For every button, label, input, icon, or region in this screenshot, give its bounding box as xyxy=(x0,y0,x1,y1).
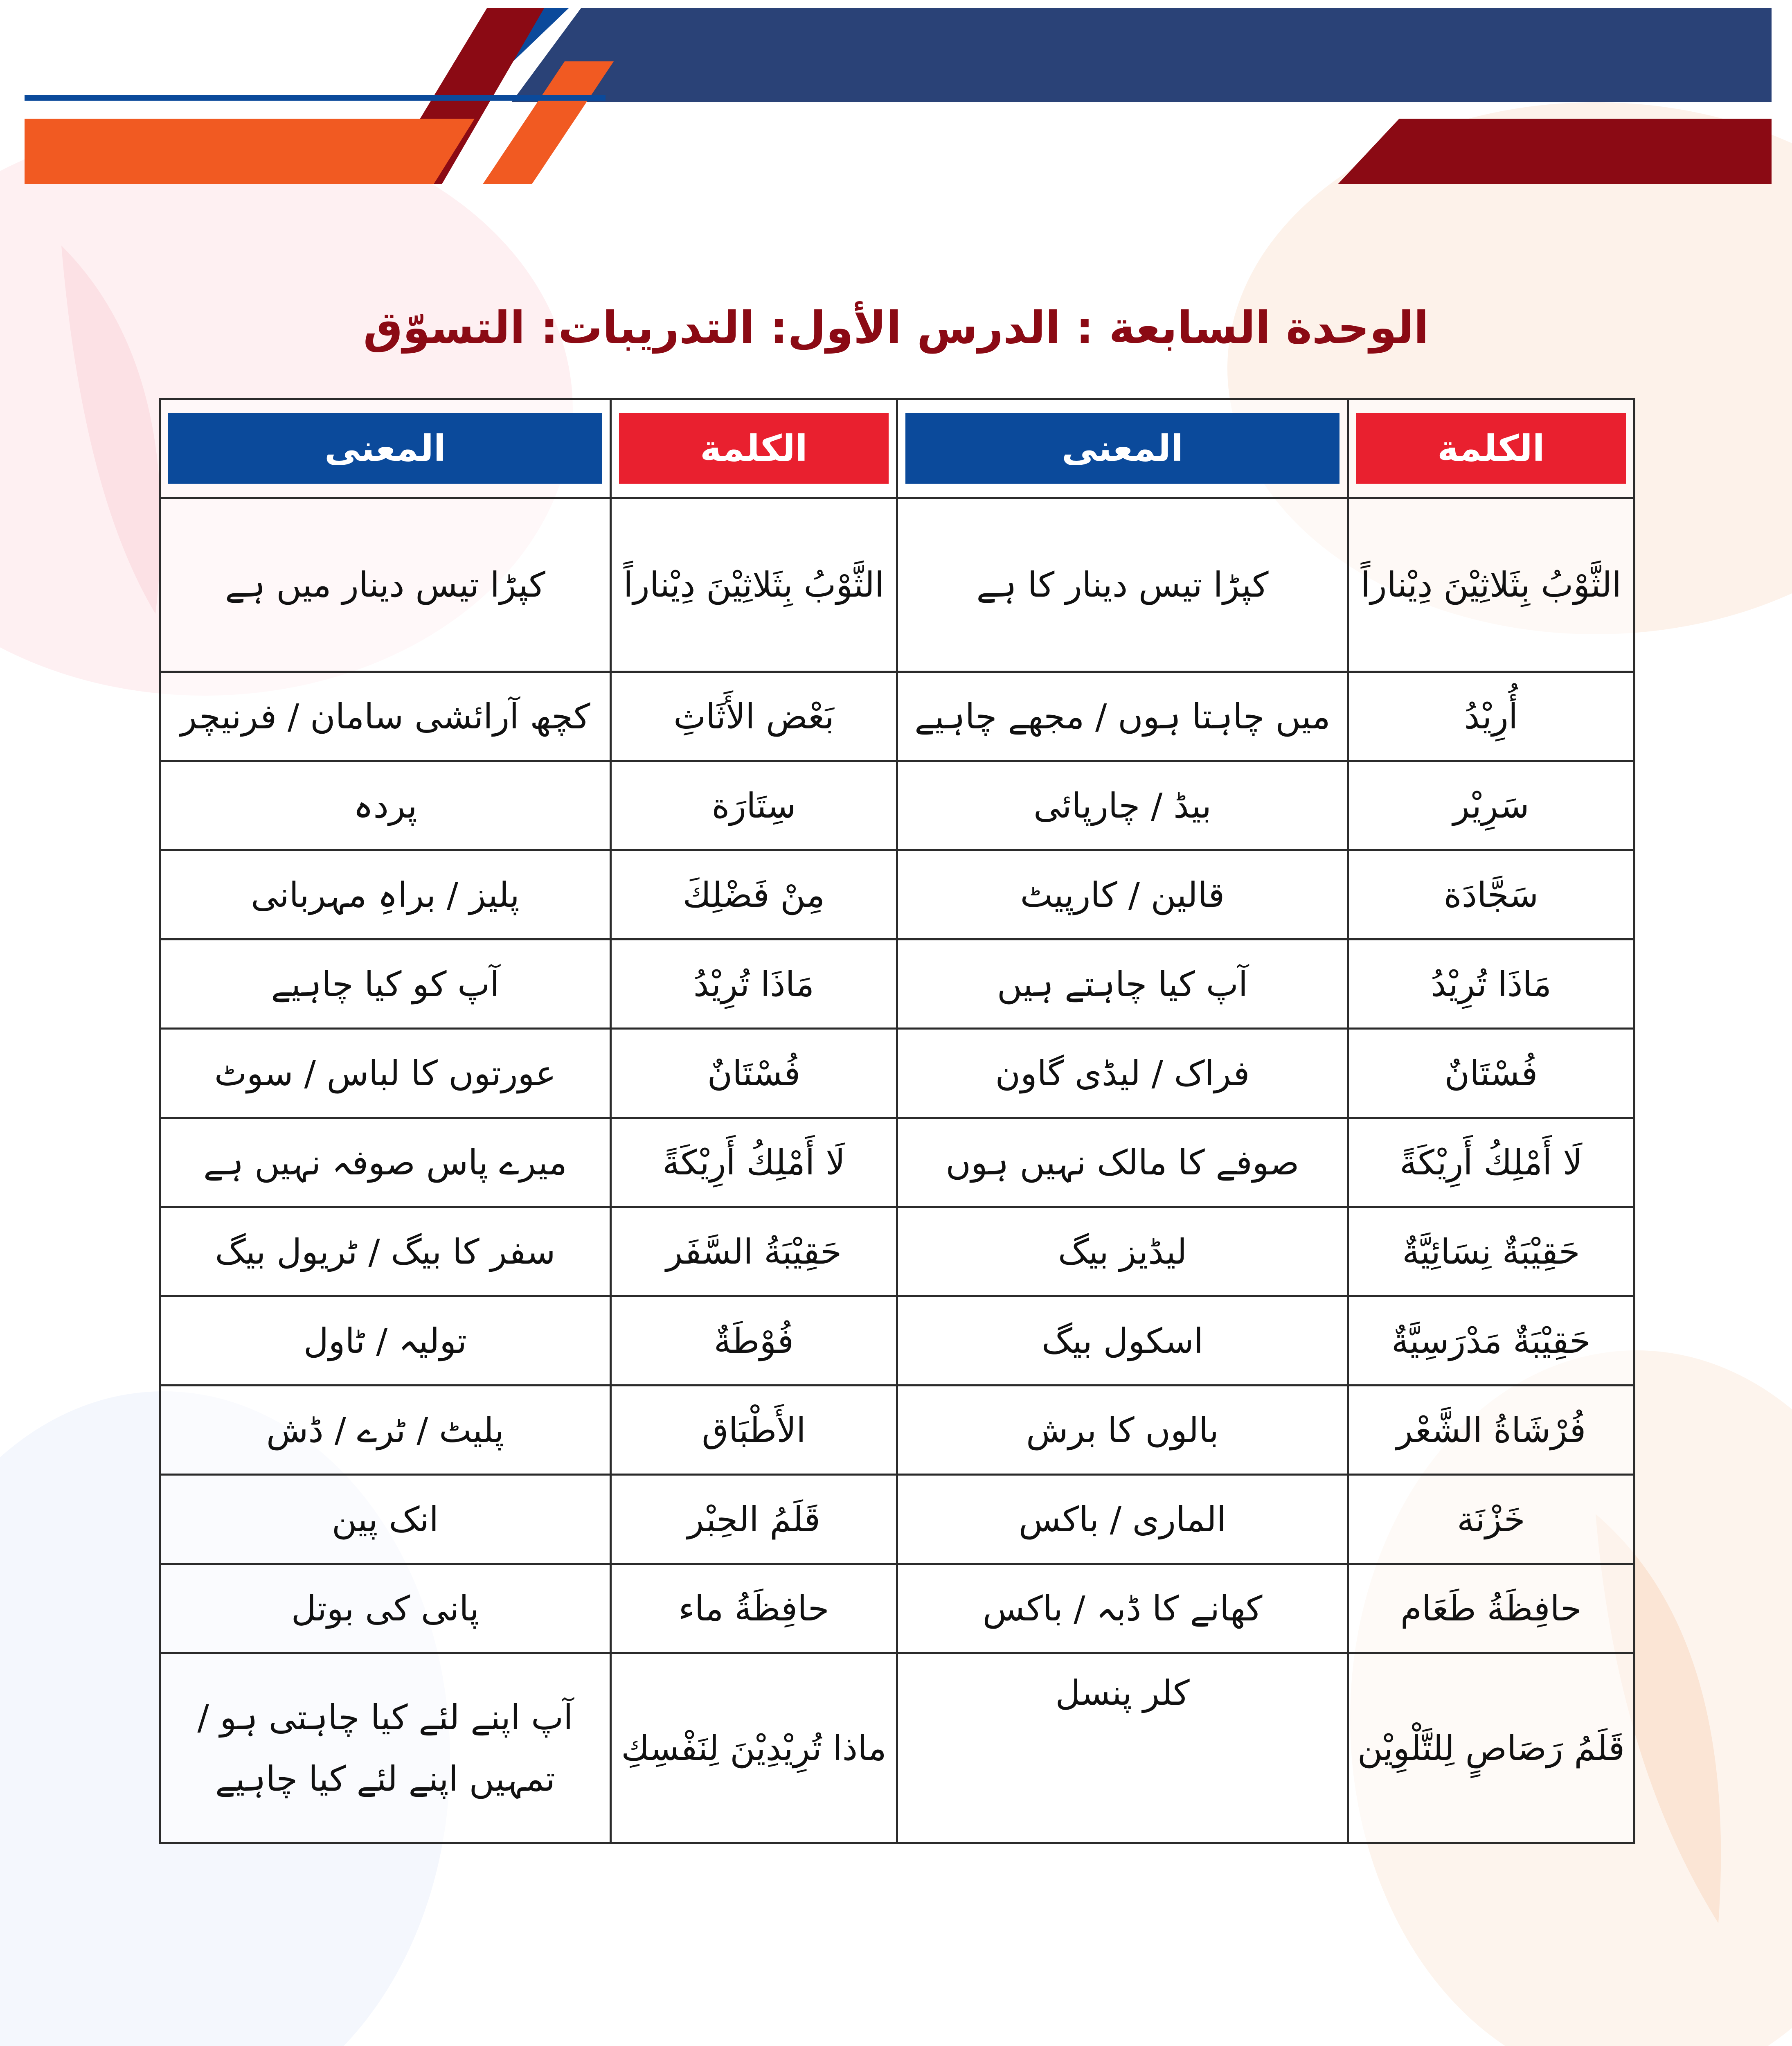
header-decoration xyxy=(0,0,1792,205)
arabic-word-cell: سِتَارَة xyxy=(611,761,897,850)
urdu-meaning-cell: بیڈ / چارپائی xyxy=(897,761,1348,850)
table-row xyxy=(160,850,1634,940)
header-cell xyxy=(160,399,611,498)
urdu-meaning-cell: آپ اپنے لئے کیا چاہتی ہو / تمہیں اپنے لئے کیا چاہیے xyxy=(160,1653,611,1843)
urdu-meaning-cell: اسکول بیگ xyxy=(897,1296,1348,1386)
arabic-word-cell: فُسْتَانٌ xyxy=(1348,1029,1634,1118)
arabic-word-cell: سَجَّادَة xyxy=(1348,850,1634,940)
arabic-word-cell: الثَّوْبُ بِثَلاثِيْنَ دِيْناراً xyxy=(1348,498,1634,672)
urdu-meaning-cell: تولیہ / ٹاول xyxy=(160,1296,611,1386)
arabic-word-cell: ماذا تُرِيْدِيْنَ لِنَفْسِكِ xyxy=(611,1653,897,1843)
urdu-meaning-cell: کلر پنسل xyxy=(897,1653,1348,1843)
header-cell xyxy=(897,399,1348,498)
urdu-meaning-cell: سفر کا بیگ / ٹریول بیگ xyxy=(160,1207,611,1296)
header-meaning-label: المعنى xyxy=(905,413,1339,484)
urdu-meaning-cell: صوفے کا مالک نہیں ہوں xyxy=(897,1118,1348,1207)
table-row xyxy=(160,1653,1634,1843)
arabic-word-cell: قَلَمُ رَصَاصٍ لِلتَّلْوِيْن xyxy=(1348,1653,1634,1843)
urdu-meaning-cell: آپ کیا چاہتے ہیں xyxy=(897,940,1348,1029)
header-word-label: الكلمة xyxy=(1356,413,1626,484)
urdu-meaning-cell: لیڈیز بیگ xyxy=(897,1207,1348,1296)
urdu-meaning-cell: میرے پاس صوفہ نہیں ہے xyxy=(160,1118,611,1207)
table-row xyxy=(160,761,1634,850)
table-row xyxy=(160,1564,1634,1653)
vocabulary-table xyxy=(159,398,1635,1844)
arabic-word-cell: فُرْشَاةُ الشَّعْر xyxy=(1348,1386,1634,1475)
arabic-word-cell: الثَّوْبُ بِثَلاثِيْنَ دِيْناراً xyxy=(611,498,897,672)
arabic-word-cell: الأَطْبَاق xyxy=(611,1386,897,1475)
arabic-word-cell: بَعْض الأَثَاثِ xyxy=(611,672,897,761)
urdu-meaning-cell: فراک / لیڈی گاون xyxy=(897,1029,1348,1118)
urdu-meaning-cell: پلیز / براہِ مہربانی xyxy=(160,850,611,940)
arabic-word-cell: فُسْتَانٌ xyxy=(611,1029,897,1118)
urdu-meaning-cell: قالین / کارپیٹ xyxy=(897,850,1348,940)
table-row xyxy=(160,1029,1634,1118)
arabic-word-cell: خَزْنَة xyxy=(1348,1475,1634,1564)
table-row xyxy=(160,1118,1634,1207)
urdu-meaning-cell: پردہ xyxy=(160,761,611,850)
urdu-meaning-cell: کھانے کا ڈبہ / باکس xyxy=(897,1564,1348,1653)
urdu-meaning-cell: انک پین xyxy=(160,1475,611,1564)
urdu-meaning-cell: پانی کی بوتل xyxy=(160,1564,611,1653)
table-row xyxy=(160,498,1634,672)
urdu-meaning-cell: عورتوں کا لباس / سوٹ xyxy=(160,1029,611,1118)
arabic-word-cell: مِنْ فَضْلِكَ xyxy=(611,850,897,940)
urdu-meaning-cell: کچھ آرائشی سامان / فرنیچر xyxy=(160,672,611,761)
arabic-word-cell: حَقِيْبَةٌ مَدْرَسِيَّةٌ xyxy=(1348,1296,1634,1386)
header-meaning-label: المعنى xyxy=(168,413,602,484)
arabic-word-cell: حَقِيْبَةُ السَّفَر xyxy=(611,1207,897,1296)
page-title: الوحدة السابعة : الدرس الأول: التدريبات: التسوّق xyxy=(363,302,1429,354)
arabic-word-cell: مَاذَا تُرِيْدُ xyxy=(611,940,897,1029)
arabic-word-cell: حَقِيْبَةٌ نِسَائِيَّةٌ xyxy=(1348,1207,1634,1296)
arabic-word-cell: حافِظَةُ طَعَام xyxy=(1348,1564,1634,1653)
table-row xyxy=(160,940,1634,1029)
arabic-word-cell: سَرِيْر xyxy=(1348,761,1634,850)
table-row xyxy=(160,672,1634,761)
arabic-word-cell: لَا أَمْلِكُ أَرِيْكَةً xyxy=(1348,1118,1634,1207)
arabic-word-cell: حافِظَةُ ماء xyxy=(611,1564,897,1653)
table-header-row xyxy=(160,399,1634,498)
urdu-meaning-cell: آپ کو کیا چاہیے xyxy=(160,940,611,1029)
table-row xyxy=(160,1207,1634,1296)
table-row xyxy=(160,1386,1634,1475)
urdu-meaning-cell: الماری / باکس xyxy=(897,1475,1348,1564)
arabic-word-cell: أُرِيْدُ xyxy=(1348,672,1634,761)
arabic-word-cell: فُوْطَةٌ xyxy=(611,1296,897,1386)
header-cell xyxy=(611,399,897,498)
arabic-word-cell: لَا أَمْلِكُ أَرِيْكَةً xyxy=(611,1118,897,1207)
urdu-meaning-cell: کپڑا تیس دینار کا ہے xyxy=(897,498,1348,672)
urdu-meaning-cell: کپڑا تیس دینار میں ہے xyxy=(160,498,611,672)
arabic-word-cell: مَاذَا تُرِيْدُ xyxy=(1348,940,1634,1029)
arabic-word-cell: قَلَمُ الحِبْر xyxy=(611,1475,897,1564)
urdu-meaning-cell: میں چاہتا ہوں / مجھے چاہیے xyxy=(897,672,1348,761)
table-row xyxy=(160,1296,1634,1386)
urdu-meaning-cell: بالوں کا برش xyxy=(897,1386,1348,1475)
table-row xyxy=(160,1475,1634,1564)
header-word-label: الكلمة xyxy=(619,413,889,484)
header-cell xyxy=(1348,399,1634,498)
urdu-meaning-cell: پلیٹ / ٹرے / ڈش xyxy=(160,1386,611,1475)
